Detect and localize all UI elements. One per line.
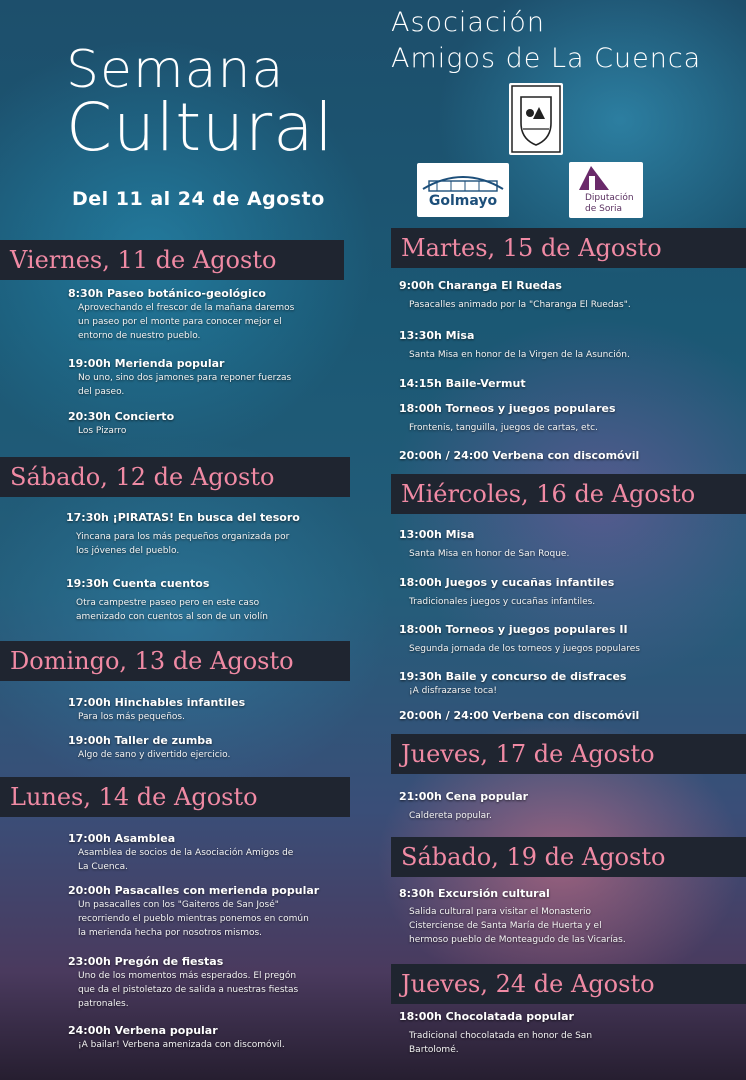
- event-5-3: [399, 669, 626, 698]
- org-name-line-2: Amigos de La Cuenca: [391, 43, 702, 74]
- event-4-0: [399, 278, 631, 312]
- association-seal-logo: [509, 83, 563, 155]
- event-desc: La Cuenca.: [78, 862, 128, 872]
- event-title: 8:30h Paseo botánico-geológico: [68, 287, 266, 300]
- event-2-1: [68, 733, 230, 762]
- day-header-label: Miércoles, 16 de Agosto: [401, 480, 696, 508]
- event-title: 9:00h Charanga El Ruedas: [399, 279, 562, 292]
- day-header-viernes-11: [0, 240, 344, 280]
- day-header-jueves-17: [391, 734, 746, 774]
- event-5-4: [399, 708, 639, 723]
- day-header-lunes-14: [0, 777, 350, 817]
- day-header-miercoles-16: [391, 474, 746, 514]
- event-title: 19:30h Cuenta cuentos: [66, 577, 210, 590]
- event-desc: del paseo.: [78, 387, 125, 397]
- event-title: 20:30h Concierto: [68, 410, 175, 423]
- event-title: 21:00h Cena popular: [399, 790, 529, 803]
- event-0-2: [68, 409, 174, 438]
- event-title: 23:00h Pregón de fiestas: [68, 955, 224, 968]
- event-desc: No uno, sino dos jamones para reponer fuerzas: [78, 373, 292, 383]
- event-3-0: [68, 831, 293, 874]
- event-title: 19:00h Merienda popular: [68, 357, 225, 370]
- event-desc: ¡A bailar! Verbena amenizada con discomóvil.: [78, 1040, 285, 1050]
- day-header-label: Lunes, 14 de Agosto: [10, 783, 258, 811]
- event-6-0: [399, 789, 528, 823]
- day-header-label: Viernes, 11 de Agosto: [10, 246, 277, 274]
- event-desc: entorno de nuestro pueblo.: [78, 331, 201, 341]
- event-desc: Segunda jornada de los torneos y juegos populares: [409, 644, 640, 654]
- event-2-0: [68, 695, 245, 724]
- event-desc: Frontenis, tanguilla, juegos de cartas, etc.: [409, 423, 598, 433]
- event-title: 18:00h Torneos y juegos populares II: [399, 623, 628, 636]
- golmayo-logo-text: Golmayo: [428, 193, 498, 209]
- event-desc: Uno de los momentos más esperados. El pregón: [78, 971, 297, 981]
- event-desc: Pasacalles animado por la "Charanga El Ruedas".: [409, 300, 631, 310]
- event-4-3: [399, 401, 616, 435]
- event-desc: Santa Misa en honor de la Virgen de la Asunción.: [409, 350, 630, 360]
- event-desc: Los Pizarro: [78, 426, 127, 436]
- event-5-2: [399, 622, 640, 656]
- event-3-3: [68, 1023, 285, 1052]
- day-header-label: Sábado, 12 de Agosto: [10, 463, 275, 491]
- diputacion-text-2: de Soria: [585, 204, 623, 214]
- event-title: 8:30h Excursión cultural: [399, 887, 550, 900]
- event-title: 17:00h Hinchables infantiles: [68, 696, 246, 709]
- event-desc: amenizado con cuentos al son de un violín: [76, 612, 268, 622]
- event-desc: Para los más pequeños.: [78, 712, 185, 722]
- event-desc: Tradicional chocolatada en honor de San: [409, 1031, 593, 1041]
- event-title: 13:30h Misa: [399, 329, 475, 342]
- event-desc: Tradicionales juegos y cucañas infantiles.: [409, 597, 596, 607]
- event-title: 24:00h Verbena popular: [68, 1024, 218, 1037]
- event-title: 19:00h Taller de zumba: [68, 734, 213, 747]
- event-desc: Yincana para los más pequeños organizada por: [76, 532, 290, 542]
- event-title: 20:00h / 24:00 Verbena con discomóvil: [399, 709, 640, 722]
- event-4-1: [399, 328, 630, 362]
- event-title: 19:30h Baile y concurso de disfraces: [399, 670, 627, 683]
- event-desc: Bartolomé.: [409, 1045, 459, 1055]
- event-5-0: [399, 527, 569, 561]
- event-desc: Aprovechando el frescor de la mañana daremos: [78, 303, 295, 313]
- event-title: 17:00h Asamblea: [68, 832, 176, 845]
- event-desc: los jóvenes del pueblo.: [76, 546, 180, 556]
- event-title: 17:30h ¡PIRATAS! En busca del tesoro: [66, 511, 300, 524]
- event-title: 18:00h Torneos y juegos populares: [399, 402, 616, 415]
- event-title: 13:00h Misa: [399, 528, 475, 541]
- event-desc: recorriendo el pueblo mientras ponemos en común: [78, 914, 309, 924]
- day-header-label: Jueves, 24 de Agosto: [401, 970, 655, 998]
- org-name-line-1: Asociación: [391, 7, 545, 38]
- day-header-label: Jueves, 17 de Agosto: [401, 740, 655, 768]
- day-header-domingo-13: [0, 641, 350, 681]
- event-desc: un paseo por el monte para conocer mejor el: [78, 317, 282, 327]
- event-7-0: [399, 886, 626, 947]
- event-0-0: [68, 286, 294, 343]
- golmayo-logo: [417, 163, 509, 217]
- event-desc: ¡A disfrazarse toca!: [409, 686, 498, 696]
- event-desc: Asamblea de socios de la Asociación Amigos de: [78, 848, 294, 858]
- event-1-0: [66, 510, 300, 558]
- event-desc: Caldereta popular.: [409, 811, 492, 821]
- event-title: 20:00h Pasacalles con merienda popular: [68, 884, 320, 897]
- day-header-label: Sábado, 19 de Agosto: [401, 843, 666, 871]
- diputacion-soria-logo: [569, 162, 643, 218]
- day-header-label: Martes, 15 de Agosto: [401, 234, 662, 262]
- event-desc: Salida cultural para visitar el Monasterio: [409, 907, 592, 917]
- event-4-2: [399, 376, 526, 391]
- event-desc: la merienda hecha por nosotros mismos.: [78, 928, 263, 938]
- event-title: 18:00h Juegos y cucañas infantiles: [399, 576, 615, 589]
- title-line-2: Cultural: [66, 89, 334, 166]
- event-5-1: [399, 575, 614, 609]
- event-desc: que da el pistoletazo de salida a nuestras fiestas: [78, 985, 299, 995]
- event-desc: patronales.: [78, 999, 129, 1009]
- event-desc: Algo de sano y divertido ejercicio.: [78, 750, 231, 760]
- date-range: Del 11 al 24 de Agosto: [72, 188, 325, 210]
- day-header-sabado-12: [0, 457, 350, 497]
- event-title: 14:15h Baile-Vermut: [399, 377, 526, 390]
- title-line-1: Semana: [66, 40, 285, 100]
- event-3-2: [68, 954, 298, 1011]
- event-desc: hermoso pueblo de Monteagudo de las Vicarías.: [409, 935, 626, 945]
- event-desc: Cisterciense de Santa María de Huerta y el: [409, 921, 602, 931]
- day-header-label: Domingo, 13 de Agosto: [10, 647, 294, 675]
- event-0-1: [68, 356, 291, 399]
- event-desc: Un pasacalles con los "Gaiteros de San José": [78, 900, 279, 910]
- event-1-1: [66, 576, 268, 624]
- event-8-0: [399, 1009, 592, 1057]
- day-header-jueves-24: [391, 964, 746, 1004]
- day-header-sabado-19: [391, 837, 746, 877]
- event-desc: Otra campestre paseo pero en este caso: [76, 598, 260, 608]
- event-title: 20:00h / 24:00 Verbena con discomóvil: [399, 449, 640, 462]
- event-4-4: [399, 448, 639, 463]
- event-desc: Santa Misa en honor de San Roque.: [409, 549, 570, 559]
- day-header-martes-15: [391, 228, 746, 268]
- event-title: 18:00h Chocolatada popular: [399, 1010, 574, 1023]
- diputacion-text-1: Diputación: [585, 193, 634, 203]
- event-3-1: [68, 883, 319, 940]
